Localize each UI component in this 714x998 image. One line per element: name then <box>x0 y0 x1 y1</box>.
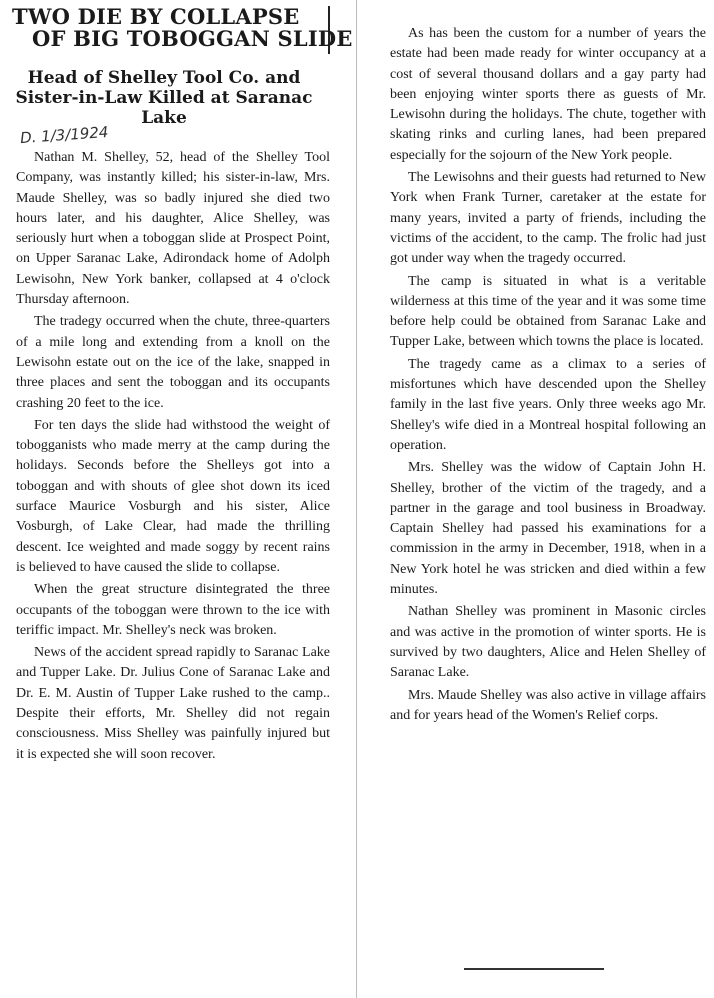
paragraph: Nathan Shelley was prominent in Masonic circles and was active in the promotion of winter sports. He is survived by two daughters, Alice and Helen Shelley of Saranac Lake. <box>390 604 706 681</box>
paragraph: Mrs. Maude Shelley was also active in village affairs and for years head of the Women's Relief corps. <box>390 687 706 723</box>
left-column-body <box>16 148 330 765</box>
paragraph: When the great structure disintegrated the three occupants of the toboggan were thrown to the ice with teriffic impact. Mr. Shelley's neck was broken. <box>16 582 330 638</box>
right-column-body <box>390 24 706 726</box>
paragraph: Mrs. Shelley was the widow of Captain John H. Shelley, brother of the victim of the tragedy, and a partner in the garage and tool business in Broadway. Captain Shelley had passed his examinations for a commission in the army in December, 1918, when in a New York hotel he was stricken and died within a few minutes. <box>390 460 706 598</box>
left-column <box>4 0 353 762</box>
headline-line-2: OF BIG TOBOGGAN SLIDE <box>32 26 353 51</box>
paragraph: News of the accident spread rapidly to Saranac Lake and Tupper Lake. Dr. Julius Cone of Saranac Lake and Dr. E. M. Austin of Tupper Lake rushed to the camp.. Despite their efforts, Mr. Shelley did not regain consciousness. Miss Shelley was painfully injured but it is expected she will soon recover. <box>16 645 330 762</box>
handwritten-date-note: D. 1/3/1924 <box>19 122 109 148</box>
paragraph: The camp is situated in what is a veritable wilderness at this time of the year and it was some time before help could be obtained from Saranac Lake and Tupper Lake, between which towns the place is located. <box>390 273 706 350</box>
headline-box <box>4 4 353 54</box>
paragraph: The tragedy came as a climax to a series of misfortunes which have descended upon the Shelley family in the last five years. Only three weeks ago Mr. Shelley's wife died in a Montreal hospital following an operation. <box>390 356 706 453</box>
paragraph: For ten days the slide had withstood the weight of tobogganists who made merry at the camp during the holidays. Seconds before the Shelleys got into a toboggan and with shouts of glee shot down its iced surface Maurice Vosburgh and his sister, Alice Vosburgh, of Lake Clear, had made the thrilling descent. Ice weighted and made soggy by recent rains is believed to have caused the slide to collapse. <box>16 417 330 575</box>
paragraph: The tradegy occurred when the chute, three-quarters of a mile long and extending from a knoll on the Lewisohn estate out on the ice of the lake, snapped in three places and sent the toboggan and its occupants crashing 20 feet to the ice. <box>16 314 330 411</box>
subheadline: Head of Shelley Tool Co. and Sister-in-Law Killed at Saranac Lake <box>15 68 313 128</box>
paragraph: As has been the custom for a number of years the estate had been made ready for winter occupancy at a cost of several thousand dollars and a gay party had been enjoying winter sports there as guests of Mr. Lewisohn during the holidays. The chute, together with skating rinks and curling lanes, had been prepared especially for the sojourn of the New York people. <box>390 26 706 163</box>
column-divider <box>356 0 357 998</box>
paragraph: Nathan M. Shelley, 52, head of the Shelley Tool Company, was instantly killed; his sister-in-law, Mrs. Maude Shelley, was so badly injured she died two hours later, and his daughter, Alice Shelley, was seriously hurt when a toboggan slide at Prospect Point, on Upper Saranac Lake, Adirondack home of Adolph Lewisohn, New York banker, collapsed at 4 o'clock Thursday afternoon. <box>16 150 330 308</box>
end-of-article-rule <box>464 968 604 970</box>
paragraph: The Lewisohns and their guests had returned to New York when Frank Turner, caretaker at the estate for many years, invited a party of friends, including the victims of the accident, to the camp. The frolic had just got under way when the tragedy occurred. <box>390 170 706 267</box>
headline-line-1: TWO DIE BY COLLAPSE <box>12 4 300 29</box>
